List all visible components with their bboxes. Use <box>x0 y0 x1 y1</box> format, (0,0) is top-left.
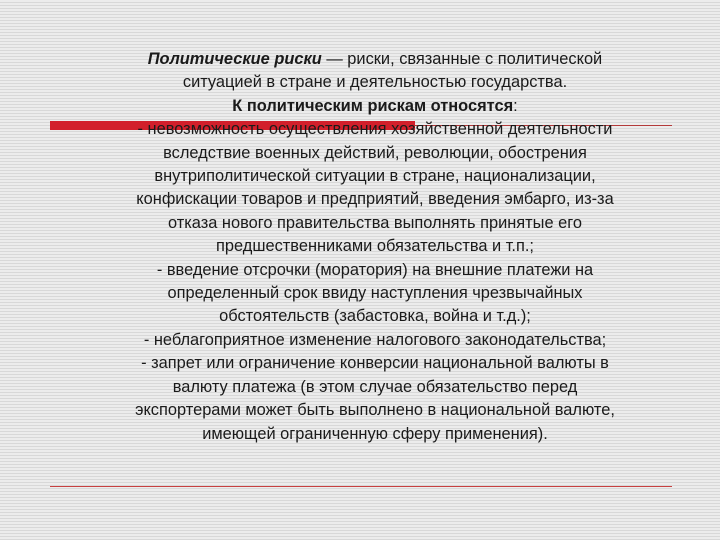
body-line: обстоятельств (забастовка, война и т.д.); <box>219 307 531 326</box>
body-line: экспортерами может быть выполнено в национальной валюте, <box>135 401 615 420</box>
definition-text-1: — риски, связанные с политической <box>321 50 603 68</box>
definition-line-2: ситуацией в стране и деятельностью государства. <box>182 73 568 92</box>
slide-content <box>70 48 680 446</box>
section-heading: К политическим рискам относятся <box>232 96 514 115</box>
body-line: вследствие военных действий, революции, обострения <box>163 143 587 162</box>
body-line: внутриполитической ситуации в стране, национализации, <box>154 167 596 186</box>
definition-line-1 <box>70 48 680 71</box>
body-line: имеющей ограниченную сферу применения). <box>202 424 548 443</box>
heading-colon: : <box>513 96 518 115</box>
bottom-divider-line <box>50 486 672 487</box>
body-line: валюту платежа (в этом случае обязательство перед <box>172 377 578 396</box>
heading-line <box>70 95 680 118</box>
body-line: - запрет или ограничение конверсии национальной валюты в <box>141 354 609 373</box>
definition-term: Политические риски <box>147 50 322 68</box>
body-line: - невозможность осуществления хозяйственной деятельности <box>137 120 613 139</box>
body-line: - неблагоприятное изменение налогового законодательства; <box>143 330 607 349</box>
body-line: предшественниками обязательства и т.п.; <box>216 237 534 256</box>
body-line: - введение отсрочки (моратория) на внешние платежи на <box>156 260 594 279</box>
body-line: конфискации товаров и предприятий, введения эмбарго, из-за <box>136 190 614 209</box>
body-line: определенный срок ввиду наступления чрезвычайных <box>167 284 583 303</box>
body-line: отказа нового правительства выполнять принятые его <box>168 213 582 232</box>
